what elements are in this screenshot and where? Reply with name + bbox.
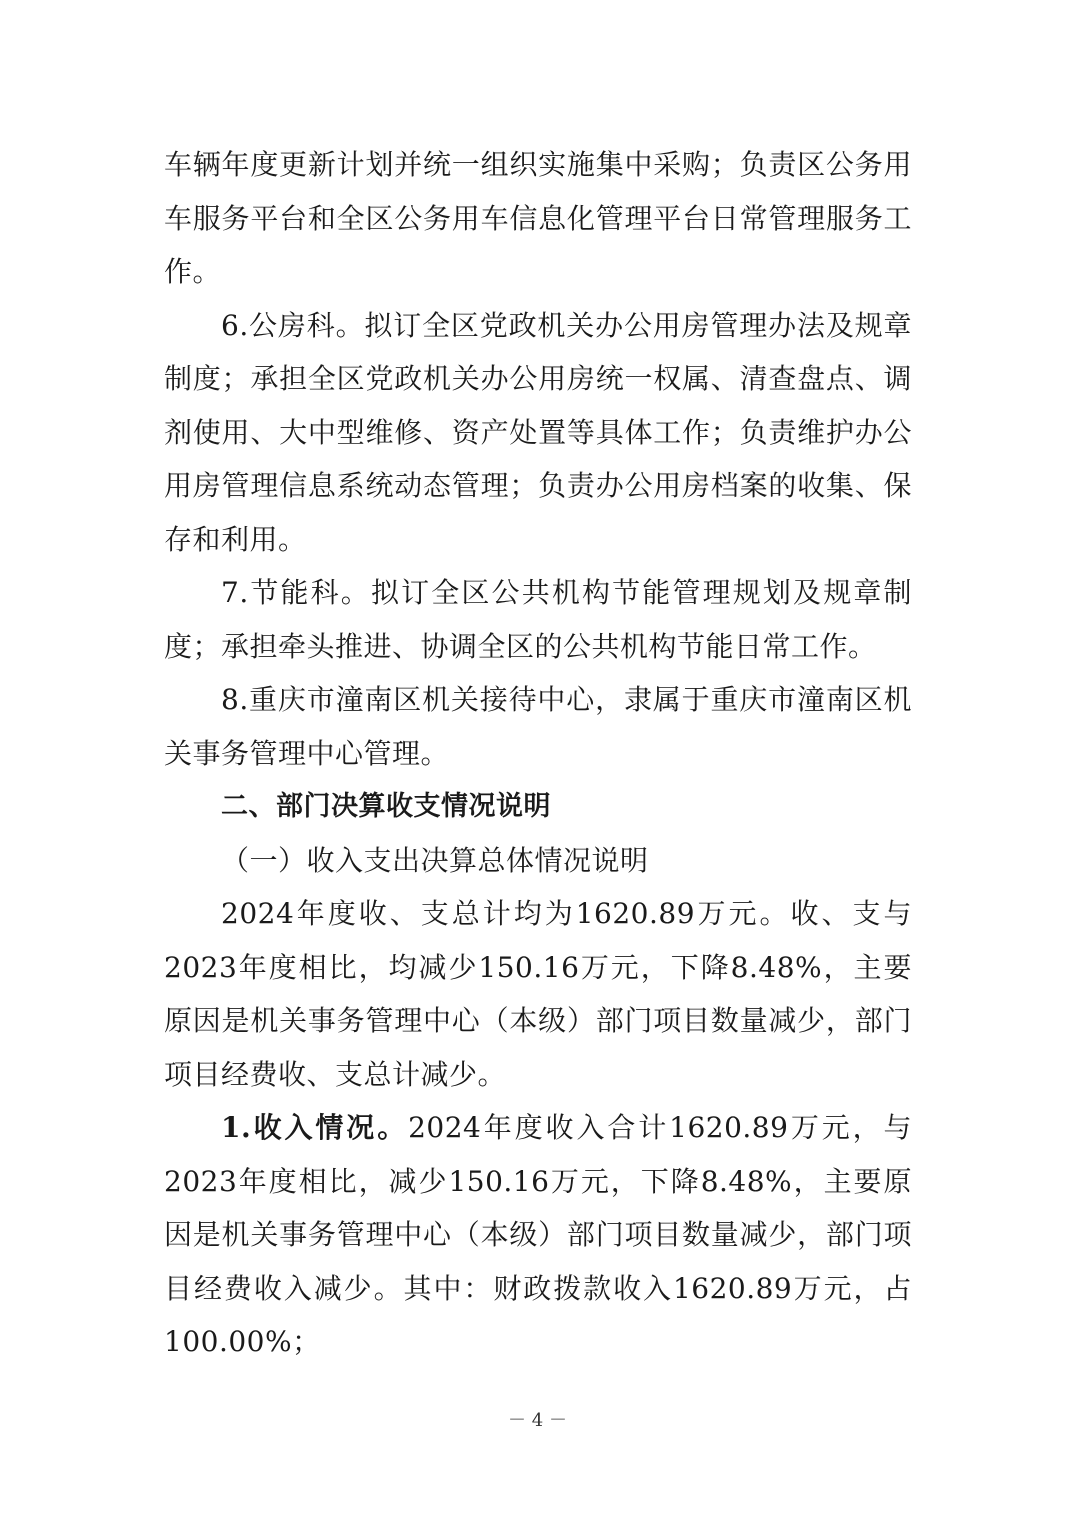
page-number: － 4 － (508, 1410, 567, 1431)
paragraph-income-situation (164, 1101, 912, 1369)
paragraph-vehicle-continuation: 车辆年度更新计划并统一组织实施集中采购；负责区公务用车服务平台和全区公务用车信息化管理平台日常管理服务工作。 (164, 148, 912, 288)
paragraph-energy-saving-section: 7.节能科。拟订全区公共机构节能管理规划及规章制度；承担牵头推进、协调全区的公共机构节能日常工作。 (164, 576, 912, 663)
income-situation-text: 2024年度收入合计1620.89万元，与2023年度相比，减少150.16万元，下降8.48%，主要原因是机关事务管理中心（本级）部门项目数量减少，部门项目经费收入减少。其中：财政拨款收入1620.89万元，占100.00%； (164, 1111, 913, 1358)
subsection-heading-overview: （一）收入支出决算总体情况说明 (221, 843, 649, 877)
document-body (164, 138, 912, 1369)
paragraph-total-overview: 2024年度收、支总计均为1620.89万元。收、支与2023年度相比，均减少150.16万元，下降8.48%，主要原因是机关事务管理中心（本级）部门项目数量减少，部门项目经费收、支总计减少。 (164, 897, 912, 1091)
paragraph-public-housing-section: 6.公房科。拟订全区党政机关办公用房管理办法及规章制度；承担全区党政机关办公用房统一权属、清查盘点、调剂使用、大中型维修、资产处置等具体工作；负责维护办公用房管理信息系统动态管理；负责办公用房档案的收集、保存和利用。 (164, 308, 912, 556)
paragraph-reception-center: 8.重庆市潼南区机关接待中心，隶属于重庆市潼南区机关事务管理中心管理。 (164, 683, 912, 770)
income-situation-lead: 1.收入情况。 (221, 1111, 409, 1144)
section-heading-budget: 二、部门决算收支情况说明 (221, 791, 551, 822)
